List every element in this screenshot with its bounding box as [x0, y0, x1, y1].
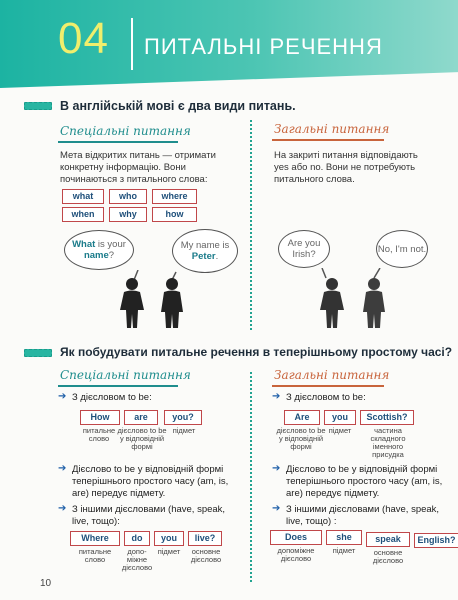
other-label: З іншими дієсловами (have, speak, live, тощо): [72, 504, 226, 527]
people-illustration-left [112, 270, 192, 330]
general-text: На закриті питання відповідають yes або no. Вони не потребують питального слова. [274, 150, 418, 185]
people-illustration-right [308, 268, 398, 330]
word-box: where [152, 189, 197, 204]
bubble-tail [134, 270, 138, 280]
right-underline [272, 385, 384, 387]
arrow-icon: ➔ [272, 391, 281, 402]
special-title: Спеціальні питання [60, 124, 191, 138]
section1-heading: В англійській мові є два види питань. [60, 99, 296, 113]
man-icon [363, 278, 385, 328]
arrow-icon: ➔ [58, 503, 67, 514]
word-box: live? [188, 531, 222, 546]
word-box: you [324, 410, 356, 425]
word-caption: допоміжне дієслово [277, 546, 315, 563]
word-box: speak [366, 532, 410, 547]
word-caption: основне дієслово [372, 548, 404, 565]
left-title: Спеціальні питання [60, 368, 191, 382]
speech-bubble-question: Are you Irish? [278, 230, 330, 268]
word-box: do [124, 531, 150, 546]
chapter-title: ПИТАЛЬНІ РЕЧЕННЯ [144, 34, 383, 59]
word-caption: підмет [157, 547, 181, 556]
word-box: English? [414, 533, 458, 548]
word-caption: частина складного іменного присудка [370, 426, 406, 459]
tobe-label: З дієсловом to be: [72, 392, 152, 403]
word-box: How [80, 410, 120, 425]
word-box: how [152, 207, 197, 222]
word-caption: підмет [328, 426, 352, 435]
arrow-icon: ➔ [58, 463, 67, 474]
word-caption: питальне слово [78, 547, 112, 564]
woman-icon [320, 278, 344, 328]
word-caption: дієслово to be у відповідній формі [117, 426, 167, 451]
word-caption: допо-міжне дієслово [121, 547, 153, 572]
general-underline [272, 139, 384, 141]
word-box: what [62, 189, 104, 204]
word-box: are [124, 410, 158, 425]
word-box: Scottish? [360, 410, 414, 425]
chapter-number: 04 [58, 14, 109, 63]
special-underline [58, 141, 178, 143]
arrow-icon: ➔ [272, 503, 281, 514]
rule-text: Дієслово to be у відповідній формі теперішнього простого часу (am, is, are) передує підмету. [72, 464, 229, 499]
special-text: Мета відкритих питань — отримати конкретну інформацію. Вони починаються з питального слова: [60, 150, 216, 185]
section2-heading: Як побудувати питальне речення в теперішньому простому часі? [60, 345, 453, 359]
arrow-icon: ➔ [272, 463, 281, 474]
word-box: Are [284, 410, 320, 425]
word-caption: підмет [172, 426, 196, 435]
word-box: she [326, 530, 362, 545]
word-caption: дієслово to be у відповідній формі [276, 426, 326, 451]
header-divider [131, 18, 133, 70]
word-caption: питальне слово [82, 426, 116, 443]
speech-bubble-answer: No, I'm not. [376, 230, 428, 268]
man-icon [161, 278, 183, 328]
other-label: З іншими дієсловами (have, speak, live, тощо) : [286, 504, 440, 527]
bubble-tail [322, 268, 326, 278]
left-underline [58, 385, 178, 387]
woman-icon [120, 278, 144, 328]
word-box: why [109, 207, 147, 222]
word-box: you? [164, 410, 202, 425]
word-box: who [109, 189, 147, 204]
column-divider [250, 372, 252, 582]
bubble-tail [374, 268, 380, 278]
section-marker [24, 349, 52, 357]
arrow-icon: ➔ [58, 391, 67, 402]
speech-bubble-question: What is your name? [64, 230, 134, 270]
general-title: Загальні питання [274, 122, 390, 136]
word-box: when [62, 207, 104, 222]
right-title: Загальні питання [274, 368, 390, 382]
section-marker [24, 102, 52, 110]
word-caption: підмет [332, 546, 356, 555]
column-divider [250, 120, 252, 330]
word-box: Does [270, 530, 322, 545]
word-box: you [154, 531, 184, 546]
word-caption: основне дієслово [190, 547, 222, 564]
rule-text: Дієслово to be у відповідній формі теперішнього простого часу (am, is, are) передує підмету. [286, 464, 443, 499]
page-number: 10 [40, 578, 52, 589]
tobe-label: З дієсловом to be: [286, 392, 366, 403]
word-box: Where [70, 531, 120, 546]
speech-bubble-answer: My name is Peter. [172, 229, 238, 273]
